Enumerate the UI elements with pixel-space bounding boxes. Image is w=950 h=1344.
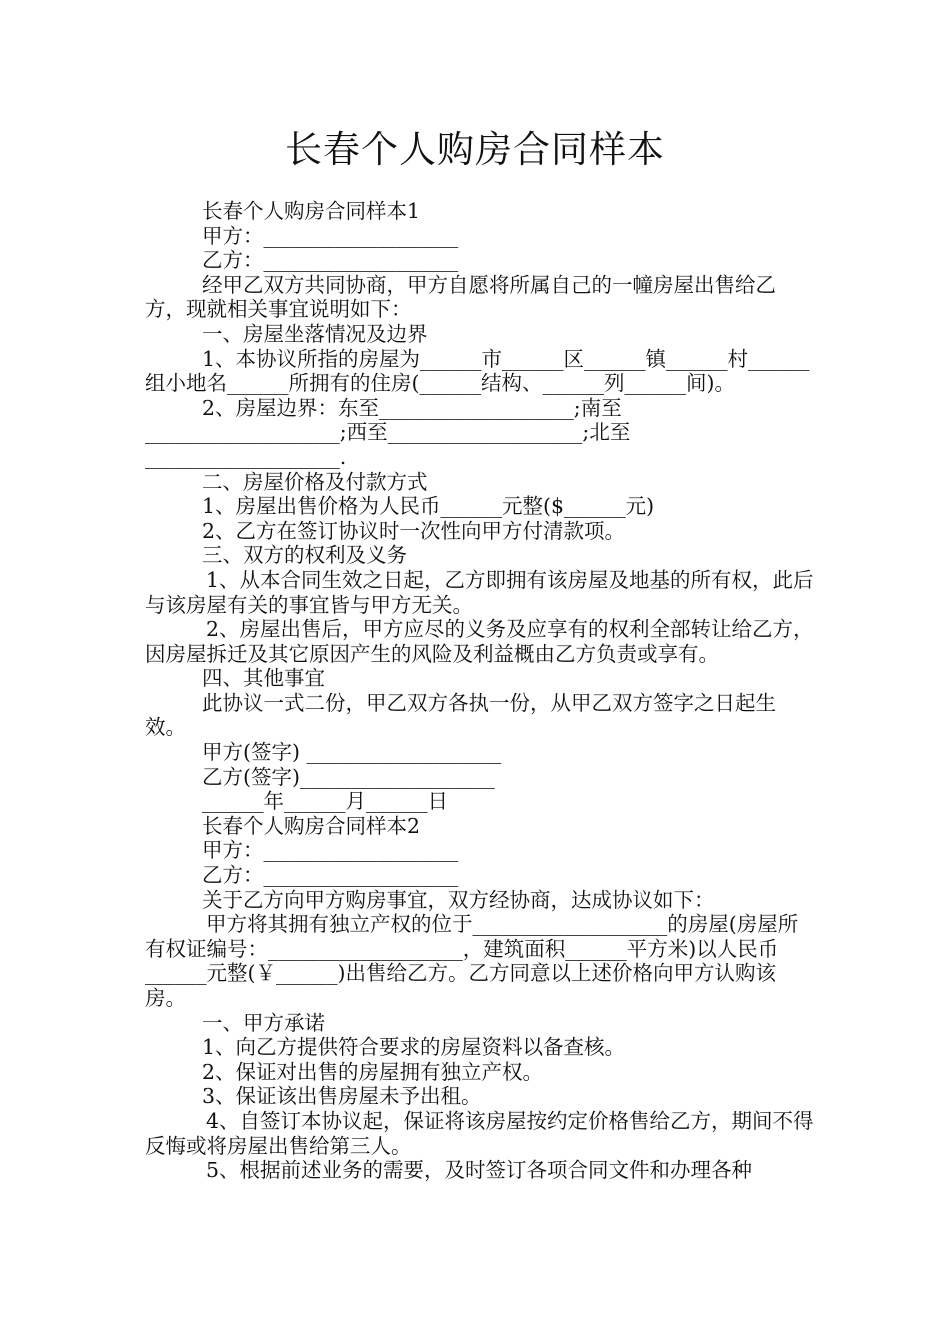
paragraph: 关于乙方向甲方购房事宜，双方经协商，达成协议如下：	[202, 887, 715, 912]
paragraph: 2、房屋边界：东至___________________;南至___________________;西至___________________;北至___________________.	[145, 395, 631, 469]
paragraph: 长春个人购房合同样本1	[202, 199, 421, 223]
paragraph: 1、房屋出售价格为人民币______元整($______元)	[202, 494, 655, 519]
paragraph: 乙方(签字)___________________	[202, 764, 495, 789]
paragraph: 1、本协议所指的房屋为______市______区______镇______村______组小地名______所拥有的住房(______结构、______列______间)。	[145, 346, 810, 396]
paragraph: 一、房屋坐落情况及边界	[202, 321, 428, 346]
paragraph: 甲方(签字) ___________________	[202, 740, 502, 765]
paragraph: 5、根据前述业务的需要，及时签订各项合同文件和办理各种	[206, 1158, 753, 1183]
paragraph: 甲方：___________________	[202, 223, 459, 248]
paragraph: 经甲乙双方共同协商，甲方自愿将所属自己的一幢房屋出售给乙方，现就相关事宜说明如下：	[145, 272, 776, 322]
document-body	[145, 199, 815, 1183]
paragraph: ______年______月______日	[202, 789, 448, 814]
document-title: 长春个人购房合同样本	[285, 128, 665, 171]
paragraph: 2、保证对出售的房屋拥有独立产权。	[202, 1059, 544, 1084]
paragraph: 甲方将其拥有独立产权的位于___________________的房屋(房屋所有权证编号：___________________，建筑面积______平方米)以人民币______元整(￥______)出售给乙方。乙方同意以上述价格向甲方认购该房。	[145, 912, 799, 1010]
paragraph: 2、房屋出售后，甲方应尽的义务及应享有的权利全部转让给乙方，因房屋拆迁及其它原因产生的风险及利益概由乙方负责或享有。	[145, 617, 814, 666]
paragraph: 4、自签订本协议起，保证将该房屋按约定价格售给乙方，期间不得反悔或将房屋出售给第三人。	[145, 1108, 814, 1158]
paragraph: 1、从本合同生效之日起，乙方即拥有该房屋及地基的所有权，此后与该房屋有关的事宜皆与甲方无关。	[145, 567, 814, 617]
paragraph: 2、乙方在签订协议时一次性向甲方付清款项。	[202, 518, 626, 543]
paragraph: 三、双方的权利及义务	[202, 543, 407, 568]
paragraph: 长春个人购房合同样本2	[202, 813, 421, 838]
paragraph: 一、甲方承诺	[202, 1010, 325, 1035]
paragraph: 3、保证该出售房屋未予出租。	[202, 1084, 482, 1109]
paragraph: 1、向乙方提供符合要求的房屋资料以备查核。	[202, 1035, 626, 1060]
paragraph: 四、其他事宜	[202, 666, 325, 691]
paragraph: 甲方：___________________	[202, 838, 459, 863]
paragraph: 二、房屋价格及付款方式	[202, 469, 428, 494]
paragraph: 此协议一式二份，甲乙双方各执一份，从甲乙双方签字之日起生效。	[145, 690, 776, 740]
paragraph: 乙方：___________________	[202, 248, 459, 273]
paragraph: 乙方：___________________	[202, 863, 459, 888]
